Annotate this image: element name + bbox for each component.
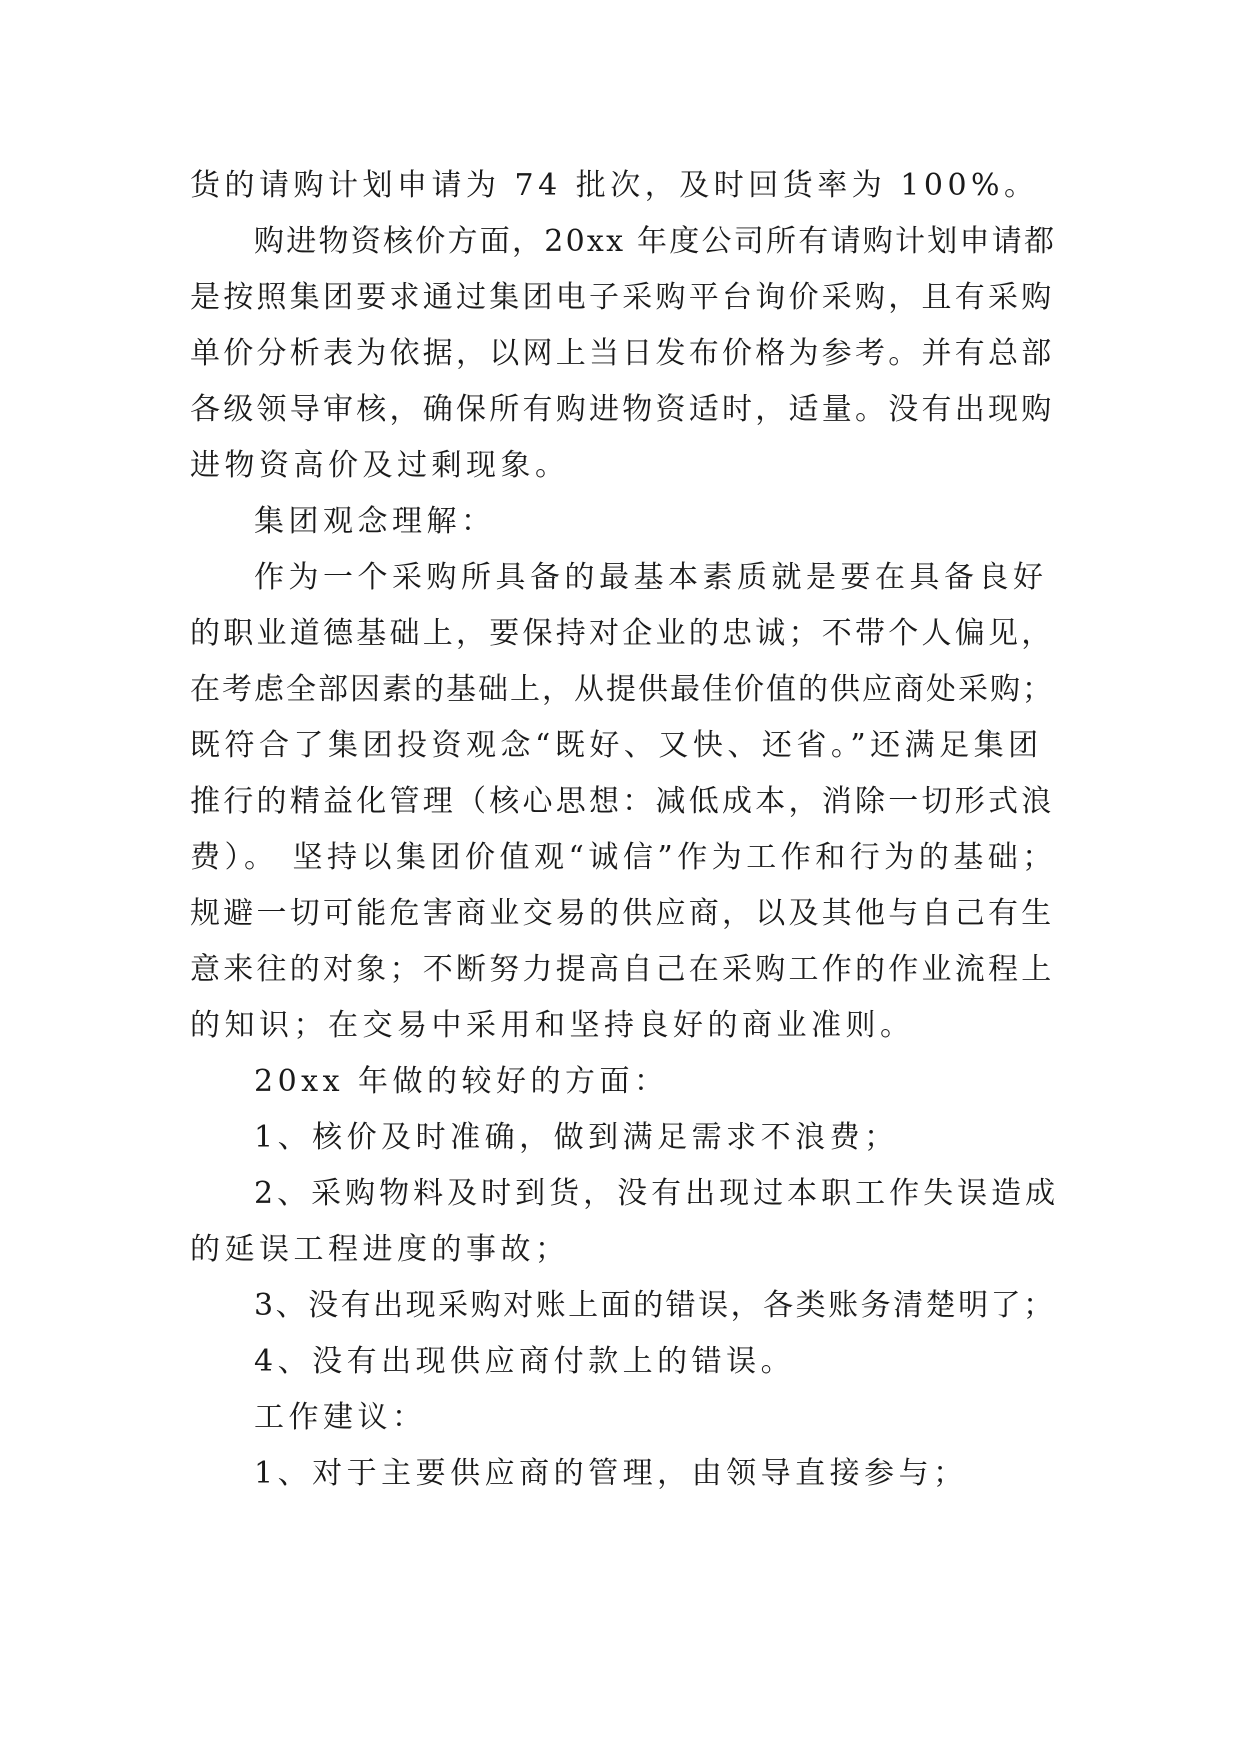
list-item: 2、采购物料及时到货，没有出现过本职工作失误造成 [254,1176,1060,1211]
list-item: 1、对于主要供应商的管理，由领导直接参与； [254,1456,968,1491]
text-line: 进物资高价及过剩现象。 [190,448,570,483]
text-line: 费）。 坚持以集团价值观“诚信”作为工作和行为的基础； [190,840,1057,875]
text-line: 规避一切可能危害商业交易的供应商，以及其他与自己有生 [190,896,1055,931]
paragraph-start: 购进物资核价方面，20xx 年度公司所有请购计划申请都 [254,224,1057,259]
list-item-continuation: 的延误工程进度的事故； [190,1232,570,1267]
text-line: 货的请购计划申请为 74 批次，及时回货率为 100%。 [190,168,1039,203]
list-item: 4、没有出现供应商付款上的错误。 [254,1344,796,1379]
text-line: 单价分析表为依据，以网上当日发布价格为参考。并有总部 [190,336,1055,371]
list-item: 3、没有出现采购对账上面的错误，各类账务清楚明了； [254,1288,1056,1323]
text-line: 推行的精益化管理（核心思想：减低成本，消除一切形式浪 [190,784,1055,819]
paragraph-start: 作为一个采购所具备的最基本素质就是要在具备良好 [254,560,1048,595]
text-line: 在考虑全部因素的基础上，从提供最佳价值的供应商处采购； [190,672,1054,707]
text-line: 既符合了集团投资观念“既好、又快、还省。”还满足集团 [190,728,1043,763]
text-line: 的职业道德基础上，要保持对企业的忠诚；不带个人偏见， [190,616,1055,651]
text-line: 各级领导审核，确保所有购进物资适时，适量。没有出现购 [190,392,1055,427]
text-line: 是按照集团要求通过集团电子采购平台询价采购，且有采购 [190,280,1055,315]
section-heading: 工作建议： [254,1400,427,1435]
text-line: 的知识；在交易中采用和坚持良好的商业准则。 [190,1008,915,1043]
section-heading: 集团观念理解： [254,504,496,539]
text-line: 意来往的对象；不断努力提高自己在采购工作的作业流程上 [190,952,1055,987]
section-heading: 20xx 年做的较好的方面： [254,1064,669,1099]
list-item: 1、核价及时准确，做到满足需求不浪费； [254,1120,899,1155]
